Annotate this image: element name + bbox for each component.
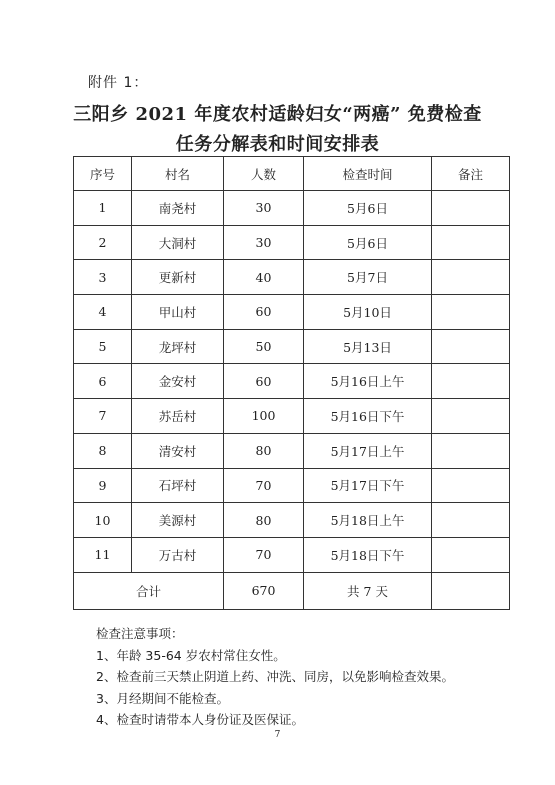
table-row — [74, 191, 510, 226]
total-count: 670 — [224, 572, 304, 609]
total-time: 共 7 天 — [304, 572, 432, 609]
header-note: 备注 — [432, 157, 510, 191]
table-row — [74, 364, 510, 399]
cell-index: 2 — [74, 225, 132, 260]
table-row — [74, 537, 510, 572]
cell-count: 80 — [224, 433, 304, 468]
cell-village: 苏岳村 — [132, 399, 224, 434]
cell-time: 5月16日下午 — [304, 399, 432, 434]
cell-note — [432, 468, 510, 503]
table-row — [74, 468, 510, 503]
cell-time: 5月7日 — [304, 260, 432, 295]
cell-index: 9 — [74, 468, 132, 503]
cell-note — [432, 503, 510, 538]
page-number: 7 — [274, 730, 281, 740]
table-row — [74, 260, 510, 295]
table-row — [74, 433, 510, 468]
cell-village: 南尧村 — [132, 191, 224, 226]
note-item: 2、检查前三天禁止阴道上药、冲洗、同房，以免影响检查效果。 — [96, 669, 454, 684]
header-village: 村名 — [132, 157, 224, 191]
table-row — [74, 225, 510, 260]
note-item: 4、检查时请带本人身份证及医保证。 — [96, 712, 304, 727]
note-item: 3、月经期间不能检查。 — [96, 690, 229, 706]
cell-count: 50 — [224, 329, 304, 364]
table-total-row — [74, 572, 510, 609]
cell-count: 30 — [224, 191, 304, 226]
header-index: 序号 — [74, 157, 132, 191]
cell-index: 5 — [74, 329, 132, 364]
cell-time: 5月17日下午 — [304, 468, 432, 503]
schedule-table — [73, 156, 510, 610]
cell-village: 龙坪村 — [132, 329, 224, 364]
cell-village: 大洞村 — [132, 225, 224, 260]
cell-index: 7 — [74, 399, 132, 434]
cell-note — [432, 191, 510, 226]
cell-village: 清安村 — [132, 433, 224, 468]
cell-count: 80 — [224, 503, 304, 538]
table-row — [74, 503, 510, 538]
cell-note — [432, 399, 510, 434]
notes-section — [96, 623, 454, 731]
cell-village: 石坪村 — [132, 468, 224, 503]
cell-note — [432, 260, 510, 295]
document-title-line-2: 任务分解表和时间安排表 — [175, 134, 380, 155]
cell-count: 60 — [224, 364, 304, 399]
cell-time: 5月6日 — [304, 191, 432, 226]
cell-note — [432, 225, 510, 260]
cell-index: 3 — [74, 260, 132, 295]
cell-village: 美源村 — [132, 503, 224, 538]
cell-index: 6 — [74, 364, 132, 399]
total-label: 合计 — [74, 572, 224, 609]
cell-count: 40 — [224, 260, 304, 295]
header-time: 检查时间 — [304, 157, 432, 191]
cell-index: 1 — [74, 191, 132, 226]
cell-note — [432, 433, 510, 468]
attachment-label: 附件 1： — [88, 75, 149, 91]
cell-time: 5月6日 — [304, 225, 432, 260]
cell-time: 5月18日上午 — [304, 503, 432, 538]
cell-village: 更新村 — [132, 260, 224, 295]
cell-note — [432, 537, 510, 572]
cell-index: 11 — [74, 537, 132, 572]
cell-index: 4 — [74, 295, 132, 330]
cell-time: 5月10日 — [304, 295, 432, 330]
cell-time: 5月18日下午 — [304, 537, 432, 572]
table-row — [74, 295, 510, 330]
header-count: 人数 — [224, 157, 304, 191]
cell-count: 70 — [224, 537, 304, 572]
cell-village: 金安村 — [132, 364, 224, 399]
cell-count: 60 — [224, 295, 304, 330]
cell-note — [432, 295, 510, 330]
cell-count: 70 — [224, 468, 304, 503]
cell-note — [432, 329, 510, 364]
document-title-line-1: 三阳乡 2021 年度农村适龄妇女“两癌” 免费检查 — [73, 104, 482, 125]
table-row — [74, 399, 510, 434]
cell-index: 10 — [74, 503, 132, 538]
cell-village: 甲山村 — [132, 295, 224, 330]
table-row — [74, 329, 510, 364]
cell-count: 30 — [224, 225, 304, 260]
cell-time: 5月17日上午 — [304, 433, 432, 468]
cell-count: 100 — [224, 399, 304, 434]
total-note — [432, 572, 510, 609]
cell-time: 5月16日上午 — [304, 364, 432, 399]
cell-index: 8 — [74, 433, 132, 468]
cell-time: 5月13日 — [304, 329, 432, 364]
table-header-row — [74, 157, 510, 191]
notes-heading: 检查注意事项： — [96, 626, 184, 641]
note-item: 1、年龄 35-64 岁农村常住女性。 — [96, 647, 286, 663]
cell-village: 万古村 — [132, 537, 224, 572]
cell-note — [432, 364, 510, 399]
